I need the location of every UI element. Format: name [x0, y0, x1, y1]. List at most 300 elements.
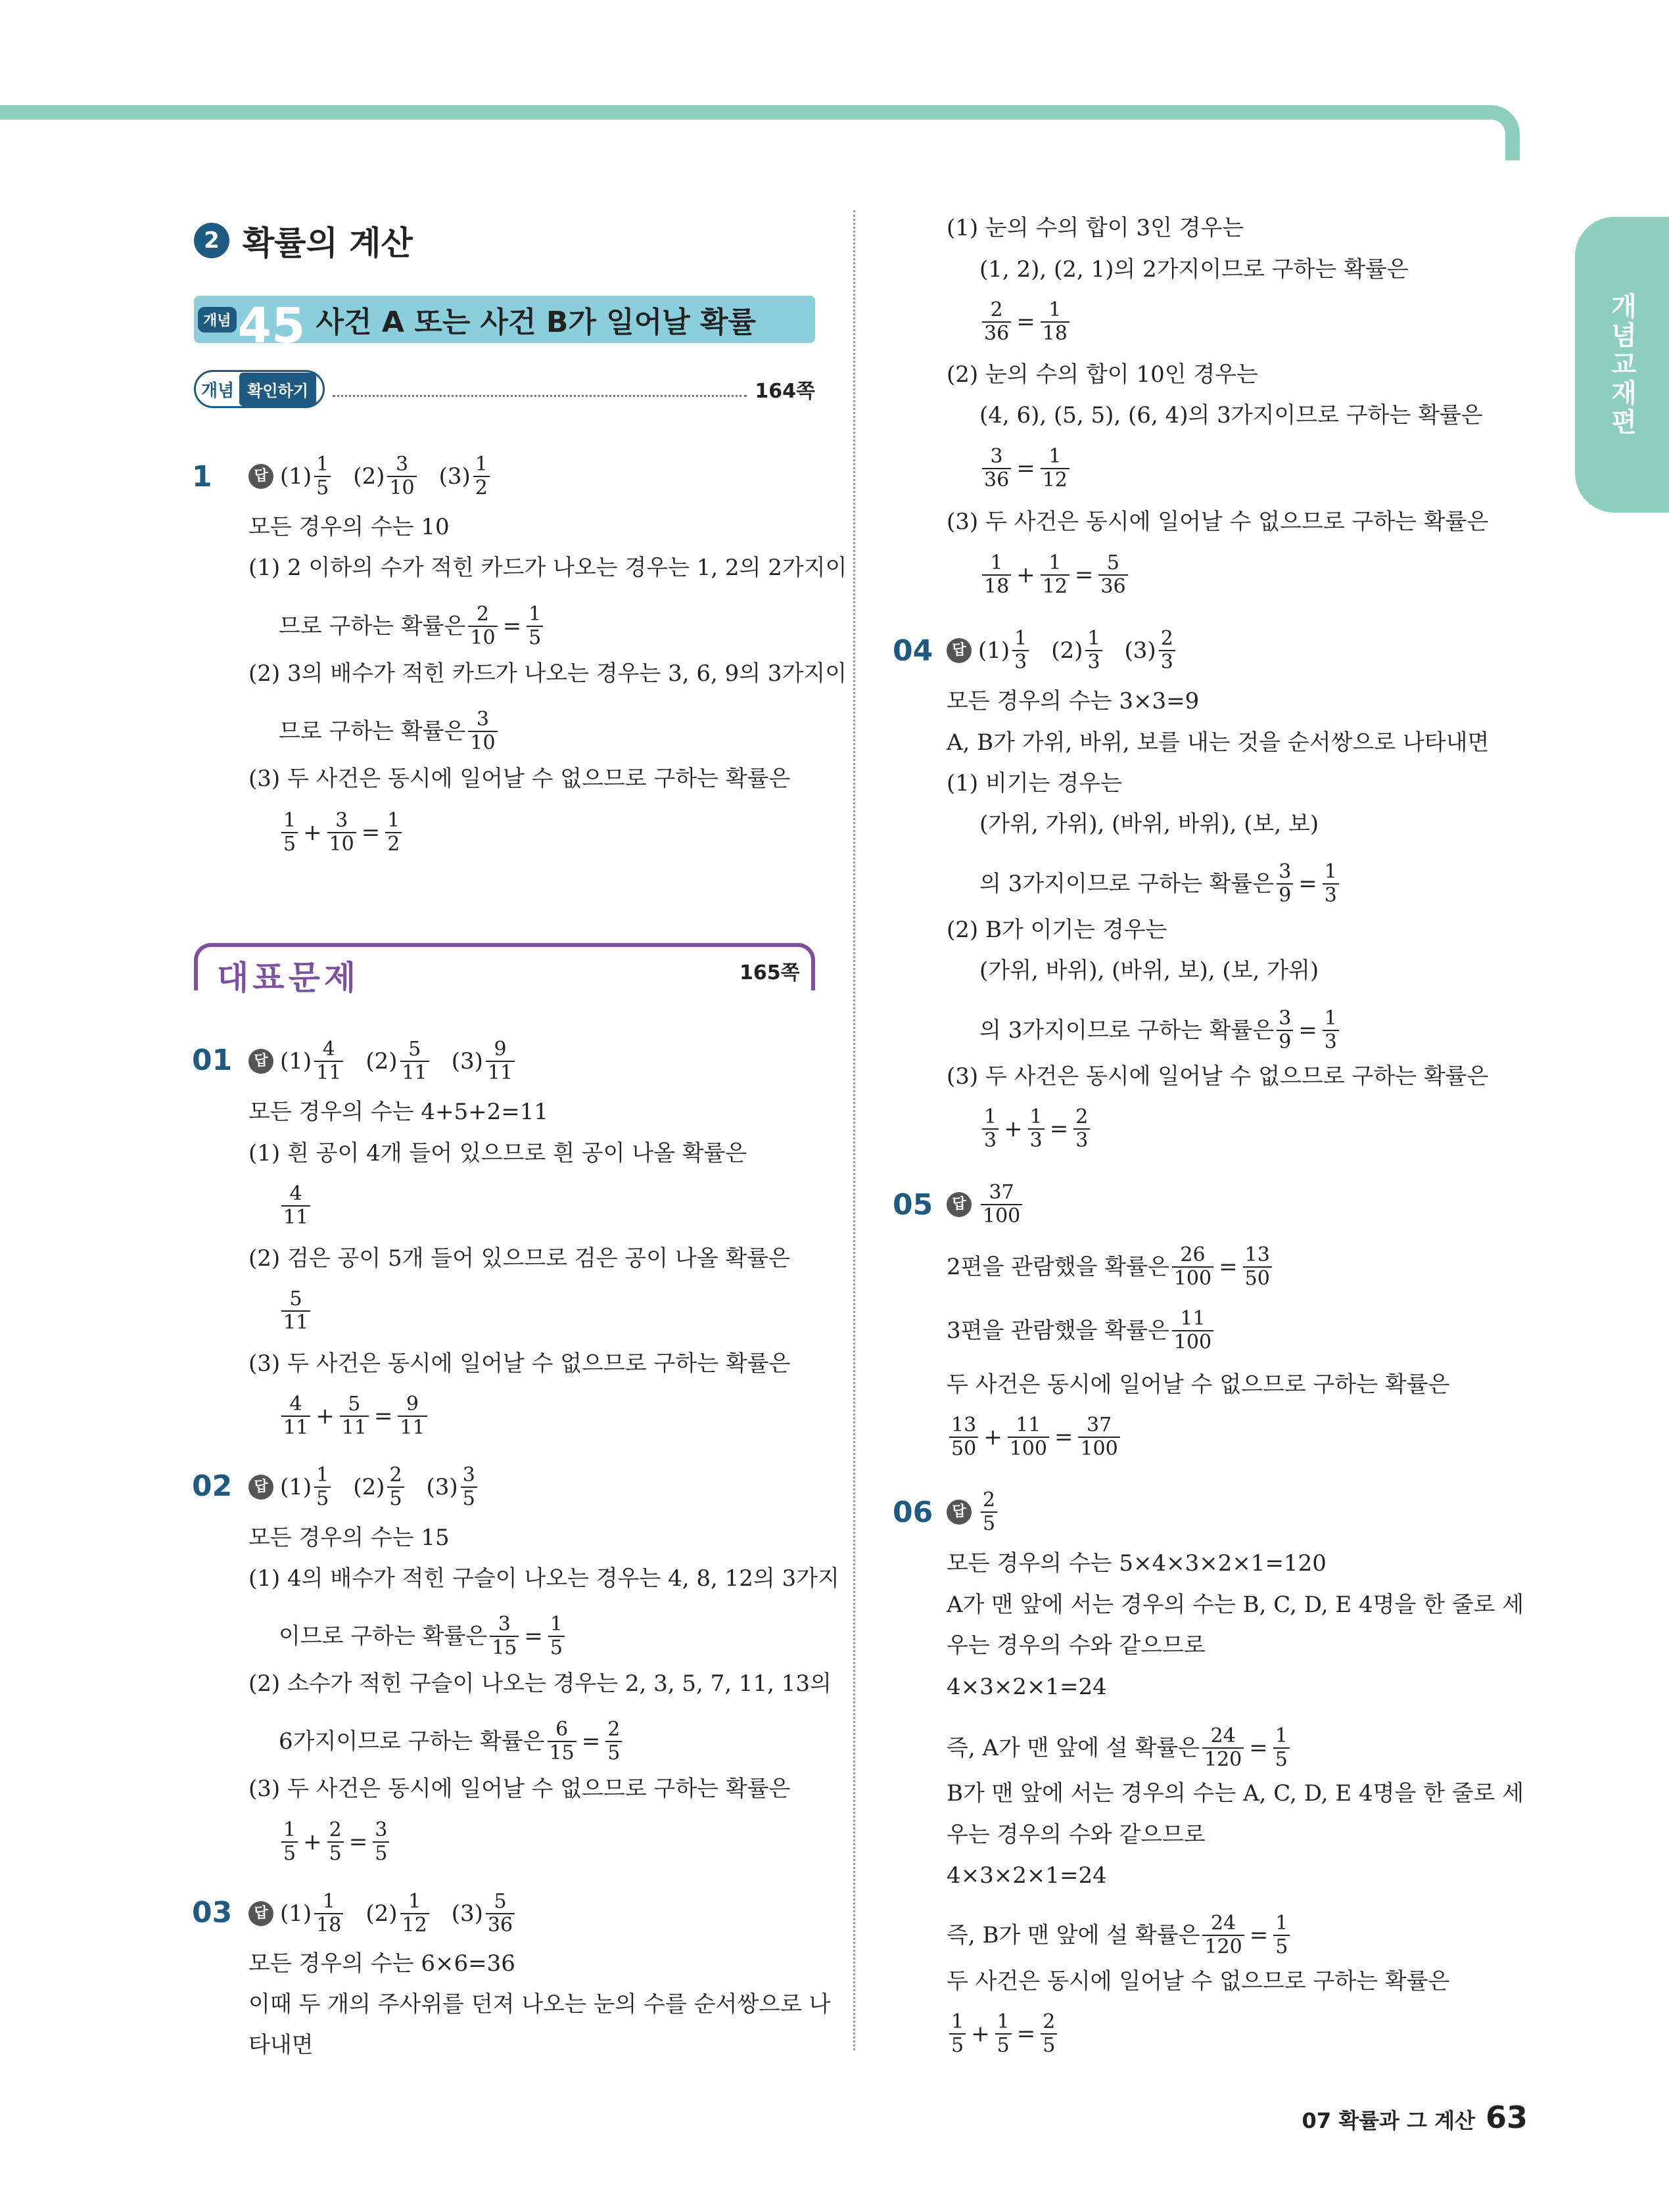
- fraction: [1078, 1414, 1119, 1460]
- fraction: [314, 1038, 343, 1084]
- fraction: [605, 1718, 622, 1764]
- fraction: [327, 1819, 344, 1865]
- numerator: 4: [322, 1038, 335, 1061]
- denominator: 11: [340, 1416, 369, 1439]
- answer-line: [248, 453, 492, 499]
- numerator: 9: [494, 1038, 507, 1061]
- answer-badge: 답: [947, 638, 972, 663]
- denominator: 3: [1323, 883, 1339, 907]
- denominator: 11: [281, 1205, 310, 1229]
- numerator: 1: [529, 603, 542, 626]
- denominator: 5: [1273, 1935, 1290, 1958]
- numerator: 4: [289, 1393, 302, 1416]
- answer-line: [947, 1489, 1000, 1535]
- text-line: (2) 검은 공이 5개 들어 있으므로 검은 공이 나올 확률은: [248, 1245, 790, 1272]
- question-number: 06: [893, 1496, 933, 1529]
- answer-part-label: (3): [451, 1048, 483, 1074]
- fraction: [281, 810, 298, 856]
- text-line: (1) 2 이하의 수가 적힌 카드가 나오는 경우는 1, 2의 2가지이: [248, 555, 847, 581]
- text-line: [979, 1007, 1342, 1053]
- answer-line: [248, 1464, 480, 1510]
- fraction: [400, 1891, 429, 1937]
- numerator: 5: [289, 1287, 302, 1310]
- numerator: 5: [408, 1038, 421, 1061]
- answer-badge: 답: [248, 1475, 273, 1500]
- numerator: 37: [1086, 1414, 1112, 1437]
- fraction: [527, 603, 543, 649]
- text-line: 우는 경우의 수와 같으므로: [947, 1632, 1206, 1659]
- fraction: [1159, 628, 1175, 674]
- page-number: 63: [1485, 2100, 1528, 2135]
- numerator: 3: [335, 809, 348, 832]
- fraction: [548, 1718, 576, 1764]
- denominator: 5: [387, 1486, 404, 1510]
- text: 의 3가지이므로 구하는 확률은: [979, 871, 1275, 897]
- numerator: 1: [550, 1613, 563, 1636]
- text-line: (2) 눈의 수의 합이 10인 경우는: [947, 361, 1258, 388]
- answer-line: [947, 628, 1178, 674]
- answer-part-label: (2): [1051, 637, 1083, 664]
- denominator: 5: [1273, 1747, 1290, 1771]
- question-number: 04: [893, 634, 933, 668]
- equation-line: [979, 299, 1072, 345]
- denominator: 2: [385, 832, 402, 856]
- denominator: 5: [461, 1486, 477, 1510]
- fraction: [340, 1393, 369, 1439]
- representative-page: 165쪽: [740, 961, 800, 984]
- operator: +: [1004, 1116, 1023, 1142]
- denominator: 50: [1243, 1266, 1272, 1290]
- text: 6가지이므로 구하는 확률은: [279, 1728, 545, 1755]
- operator: =: [348, 1829, 368, 1855]
- text-line: A, B가 가위, 바위, 보를 내는 것을 순서쌍으로 나타내면: [947, 729, 1490, 756]
- numerator: 1: [1048, 551, 1062, 574]
- numerator: 5: [494, 1890, 507, 1913]
- text-line: [279, 708, 500, 754]
- text-line: 모든 경우의 수는 4+5+2=11: [248, 1099, 548, 1125]
- numerator: 3: [462, 1463, 475, 1486]
- fraction: [1041, 2011, 1057, 2057]
- operator: =: [361, 819, 381, 846]
- denominator: 2: [473, 476, 490, 499]
- equation-line: [947, 2011, 1060, 2057]
- fraction: [281, 1819, 298, 1865]
- numerator: 2: [389, 1463, 402, 1486]
- equation-line: [279, 810, 404, 856]
- denominator: 120: [1202, 1747, 1244, 1771]
- operator: +: [316, 1403, 335, 1429]
- footer-chapter: 07 확률과 그 계산: [1302, 2108, 1475, 2133]
- denominator: 120: [1202, 1935, 1244, 1958]
- question-number: 01: [192, 1044, 233, 1077]
- numerator: 9: [406, 1393, 419, 1416]
- fraction: [281, 1288, 310, 1334]
- denominator: 5: [548, 1636, 565, 1659]
- fraction: [281, 1393, 310, 1439]
- denominator: 36: [982, 321, 1011, 345]
- answer-part-label: (2): [365, 1048, 398, 1074]
- answer-badge: 답: [248, 1049, 273, 1074]
- denominator: 3: [982, 1128, 999, 1152]
- check-badge-b: 확인하기: [239, 373, 316, 406]
- numerator: 1: [1087, 627, 1100, 650]
- numerator: 5: [348, 1393, 361, 1416]
- numerator: 2: [990, 298, 1003, 321]
- fraction: [982, 446, 1011, 492]
- denominator: 10: [468, 731, 497, 754]
- numerator: 2: [1043, 2010, 1056, 2033]
- denominator: 3: [1323, 1030, 1339, 1053]
- text-line: 모든 경우의 수는 10: [248, 514, 450, 540]
- text-line: 모든 경우의 수는 5×4×3×2×1=120: [947, 1550, 1327, 1577]
- numerator: 2: [1075, 1105, 1089, 1128]
- fraction: [981, 1489, 997, 1535]
- fraction: [1277, 861, 1293, 907]
- concept-number: 45: [237, 298, 306, 354]
- fraction: [461, 1464, 477, 1510]
- denominator: 11: [314, 1061, 343, 1084]
- denominator: 18: [982, 574, 1011, 598]
- fraction: [1041, 299, 1070, 345]
- fraction: [1323, 1007, 1339, 1053]
- fraction: [1202, 1912, 1244, 1958]
- concept-tag: 개념: [198, 307, 237, 333]
- denominator: 5: [949, 2033, 966, 2057]
- numerator: 1: [951, 2010, 964, 2033]
- operator: =: [1049, 1116, 1069, 1142]
- text-line: [947, 1912, 1292, 1958]
- operator: =: [1074, 562, 1094, 588]
- text: 이므로 구하는 확률은: [279, 1623, 488, 1649]
- text-line: (1) 4의 배수가 적힌 구슬이 나오는 경우는 4, 8, 12의 3가지: [248, 1565, 839, 1592]
- answer-part-label: (1): [280, 1901, 312, 1927]
- concept-title: 사건 A 또는 사건 B가 일어날 확률: [316, 306, 757, 339]
- denominator: 11: [281, 1416, 310, 1439]
- numerator: 1: [283, 809, 296, 832]
- fraction: [398, 1393, 427, 1439]
- numerator: 1: [984, 1105, 997, 1128]
- fraction: [1273, 1912, 1290, 1958]
- answer-part-label: (1): [280, 1048, 312, 1074]
- denominator: 11: [398, 1416, 427, 1439]
- denominator: 15: [548, 1741, 576, 1764]
- fraction: [473, 453, 490, 499]
- denominator: 5: [1041, 2033, 1057, 2057]
- text: 의 3가지이므로 구하는 확률은: [979, 1017, 1275, 1044]
- numerator: 1: [283, 1818, 296, 1841]
- numerator: 2: [1160, 627, 1173, 650]
- numerator: 1: [316, 1463, 329, 1486]
- fraction: [373, 1819, 389, 1865]
- fraction: [400, 1038, 429, 1084]
- numerator: 1: [475, 453, 488, 476]
- answer-badge: 답: [947, 1192, 972, 1217]
- numerator: 6: [555, 1718, 569, 1741]
- text-line: 4×3×2×1=24: [947, 1674, 1107, 1700]
- text-line: (1) 흰 공이 4개 들어 있으므로 흰 공이 나올 확률은: [248, 1140, 747, 1166]
- fraction: [1028, 1106, 1045, 1152]
- numerator: 11: [1180, 1307, 1206, 1330]
- check-page: 164쪽: [755, 380, 815, 403]
- denominator: 5: [995, 2033, 1012, 2057]
- fraction: [314, 1464, 331, 1510]
- text: 므로 구하는 확률은: [279, 718, 466, 745]
- operator: =: [1249, 1735, 1268, 1761]
- fraction: [1008, 1414, 1049, 1460]
- denominator: 5: [327, 1841, 344, 1865]
- answer-line: [947, 1182, 1025, 1228]
- text-line: (4, 6), (5, 5), (6, 4)의 3가지이므로 구하는 확률은: [979, 402, 1483, 428]
- operator: =: [1298, 871, 1317, 897]
- question-number: 02: [192, 1469, 233, 1503]
- text-line: (가위, 바위), (바위, 보), (보, 가위): [979, 957, 1319, 984]
- fraction: [1277, 1007, 1293, 1053]
- denominator: 18: [1041, 321, 1070, 345]
- fraction: [982, 552, 1011, 598]
- operator: =: [1219, 1254, 1238, 1280]
- numerator: 3: [990, 445, 1003, 468]
- numerator: 3: [476, 708, 490, 731]
- fraction: [982, 299, 1011, 345]
- numerator: 2: [329, 1818, 342, 1841]
- fraction: [281, 1183, 310, 1229]
- operator: =: [502, 613, 522, 639]
- text: 3편을 관람했을 확률은: [947, 1318, 1169, 1344]
- text-line: (1, 2), (2, 1)의 2가지이므로 구하는 확률은: [979, 256, 1409, 283]
- text-line: (2) 소수가 적힌 구슬이 나오는 경우는 2, 3, 5, 7, 11, 13의: [248, 1671, 832, 1697]
- text: 므로 구하는 확률은: [279, 613, 466, 639]
- text-line: [947, 1725, 1292, 1771]
- denominator: 100: [1008, 1437, 1049, 1460]
- denominator: 3: [1073, 1128, 1090, 1152]
- text-line: (3) 두 사건은 동시에 일어날 수 없으므로 구하는 확률은: [248, 1350, 791, 1377]
- denominator: 12: [400, 1913, 429, 1937]
- equation-line: [947, 1414, 1123, 1460]
- question-number: 03: [192, 1896, 233, 1929]
- text-line: (3) 두 사건은 동시에 일어날 수 없으므로 구하는 확률은: [947, 509, 1489, 535]
- answer-part-label: (1): [280, 463, 312, 490]
- denominator: 18: [314, 1913, 343, 1937]
- numerator: 1: [322, 1890, 335, 1913]
- fraction: [1085, 628, 1102, 674]
- fraction: [1243, 1244, 1272, 1290]
- text-line: (3) 두 사건은 동시에 일어날 수 없으므로 구하는 확률은: [248, 1776, 791, 1802]
- fraction: [385, 810, 402, 856]
- answer-part-label: (3): [1124, 637, 1156, 664]
- operator: =: [1249, 1922, 1269, 1948]
- numerator: 24: [1210, 1724, 1236, 1747]
- operator: =: [1016, 455, 1035, 482]
- section-title: [194, 217, 413, 264]
- numerator: 2: [476, 603, 490, 626]
- denominator: 5: [981, 1511, 997, 1535]
- numerator: 3: [395, 453, 409, 476]
- denominator: 100: [1172, 1330, 1213, 1354]
- check-row: [194, 369, 815, 409]
- denominator: 10: [468, 626, 497, 649]
- answer-badge: 답: [248, 464, 273, 489]
- operator: +: [303, 1829, 322, 1855]
- numerator: 1: [1275, 1724, 1288, 1747]
- check-badge: [194, 370, 325, 408]
- denominator: 12: [1041, 468, 1070, 492]
- text-line: [947, 1308, 1216, 1354]
- text-line: [279, 603, 546, 649]
- numerator: 1: [1324, 1007, 1337, 1030]
- operator: =: [373, 1403, 393, 1429]
- text-line: [947, 1244, 1275, 1290]
- text-line: 4×3×2×1=24: [947, 1862, 1107, 1889]
- answer-part-label: (1): [978, 637, 1010, 664]
- equation-line: [979, 1106, 1093, 1152]
- numerator: 1: [1048, 298, 1062, 321]
- equation-line: [279, 1393, 430, 1439]
- numerator: 3: [1279, 860, 1292, 883]
- text-line: (가위, 가위), (바위, 바위), (보, 보): [979, 811, 1319, 837]
- fraction: [1172, 1244, 1213, 1290]
- numerator: 1: [1014, 627, 1027, 650]
- text-line: [979, 861, 1342, 907]
- denominator: 3: [1028, 1128, 1045, 1152]
- denominator: 10: [387, 476, 416, 499]
- denominator: 3: [1012, 650, 1029, 674]
- answer-part-label: (3): [451, 1901, 483, 1927]
- numerator: 3: [375, 1818, 388, 1841]
- denominator: 9: [1277, 1030, 1293, 1053]
- check-badge-a: 개념: [201, 380, 235, 401]
- equation-line: [979, 552, 1131, 598]
- equation-line: [279, 1183, 313, 1229]
- answer-badge: 답: [248, 1901, 273, 1926]
- denominator: 10: [327, 832, 356, 856]
- text-line: 우는 경우의 수와 같으므로: [947, 1822, 1206, 1848]
- text-line: 타내면: [248, 2032, 314, 2058]
- text-line: (2) 3의 배수가 적힌 카드가 나오는 경우는 3, 6, 9의 3가지이: [248, 660, 847, 687]
- text-line: 모든 경우의 수는 15: [248, 1525, 450, 1551]
- text-line: A가 맨 앞에 서는 경우의 수는 B, C, D, E 4명을 한 줄로 세: [947, 1592, 1524, 1618]
- numerator: 1: [316, 453, 329, 476]
- fraction: [327, 810, 356, 856]
- fraction: [387, 453, 416, 499]
- text-line: 이때 두 개의 주사위를 던져 나오는 눈의 수를 순서쌍으로 나: [248, 1991, 831, 2017]
- text-line: [279, 1718, 624, 1764]
- fraction: [1073, 1106, 1090, 1152]
- fraction: [1172, 1308, 1213, 1354]
- fraction: [1202, 1725, 1244, 1771]
- equation-line: [979, 446, 1072, 492]
- answer-part-label: (2): [353, 463, 385, 490]
- answer-badge: 답: [947, 1500, 972, 1525]
- fraction: [387, 1464, 404, 1510]
- text-line: B가 맨 앞에 서는 경우의 수는 A, C, D, E 4명을 한 줄로 세: [947, 1780, 1524, 1807]
- denominator: 36: [982, 468, 1011, 492]
- numerator: 1: [408, 1890, 421, 1913]
- denominator: 100: [1172, 1266, 1213, 1290]
- numerator: 3: [1279, 1007, 1292, 1030]
- text: 즉, B가 맨 앞에 설 확률은: [947, 1922, 1200, 1948]
- fraction: [490, 1613, 519, 1659]
- column-divider: [853, 210, 855, 2050]
- answer-part-label: (3): [438, 463, 471, 490]
- operator: =: [581, 1728, 601, 1755]
- side-tab: 개념교재편: [1575, 217, 1669, 513]
- equation-line: [279, 1288, 313, 1334]
- operator: =: [1016, 2021, 1036, 2047]
- answer-line: [248, 1891, 517, 1937]
- denominator: 36: [1098, 574, 1127, 598]
- denominator: 5: [314, 476, 331, 499]
- text: 2편을 관람했을 확률은: [947, 1254, 1169, 1280]
- fraction: [1273, 1725, 1290, 1771]
- leader-dots: [333, 395, 747, 397]
- denominator: 36: [486, 1913, 515, 1937]
- fraction: [995, 2011, 1012, 2057]
- operator: =: [1016, 309, 1035, 335]
- numerator: 1: [1275, 1912, 1288, 1935]
- operator: +: [1016, 562, 1035, 588]
- denominator: 50: [949, 1437, 978, 1460]
- fraction: [949, 2011, 966, 2057]
- fraction: [949, 1414, 978, 1460]
- text-line: (3) 두 사건은 동시에 일어날 수 없으므로 구하는 확률은: [248, 766, 791, 792]
- text-line: 모든 경우의 수는 6×6=36: [248, 1950, 515, 1977]
- section-title-text: 확률의 계산: [243, 224, 413, 262]
- fraction: [1041, 552, 1070, 598]
- operator: =: [1054, 1424, 1073, 1450]
- text-line: (2) B가 이기는 경우는: [947, 917, 1167, 943]
- numerator: 11: [1016, 1414, 1041, 1437]
- fraction: [982, 1106, 999, 1152]
- fraction: [981, 1182, 1022, 1228]
- denominator: 15: [490, 1636, 519, 1659]
- denominator: 11: [281, 1310, 310, 1334]
- operator: +: [983, 1424, 1002, 1450]
- denominator: 3: [1085, 650, 1102, 674]
- fraction: [548, 1613, 565, 1659]
- text-line: 두 사건은 동시에 일어날 수 없으므로 구하는 확률은: [947, 1371, 1450, 1398]
- numerator: 24: [1210, 1912, 1236, 1935]
- fraction: [468, 708, 497, 754]
- fraction: [1323, 861, 1339, 907]
- operator: =: [524, 1623, 543, 1649]
- numerator: 2: [607, 1718, 621, 1741]
- text-line: (3) 두 사건은 동시에 일어날 수 없으므로 구하는 확률은: [947, 1063, 1489, 1090]
- numerator: 1: [990, 551, 1003, 574]
- top-accent-bar: [0, 105, 1505, 120]
- numerator: 13: [951, 1414, 977, 1437]
- denominator: 100: [981, 1204, 1022, 1228]
- numerator: 1: [387, 809, 400, 832]
- numerator: 1: [1324, 860, 1337, 883]
- text-line: (1) 비기는 경우는: [947, 770, 1122, 796]
- denominator: 3: [1159, 650, 1175, 674]
- fraction: [314, 1891, 343, 1937]
- fraction: [314, 453, 331, 499]
- denominator: 5: [605, 1741, 622, 1764]
- top-accent-bar-end: [1491, 105, 1520, 160]
- text: 즉, A가 맨 앞에 설 확률은: [947, 1735, 1200, 1761]
- fraction: [486, 1891, 515, 1937]
- text-line: [279, 1613, 567, 1659]
- text-line: (1) 눈의 수의 합이 3인 경우는: [947, 215, 1244, 241]
- numerator: 13: [1244, 1243, 1270, 1266]
- page-footer: [1302, 2100, 1528, 2135]
- representative-title: 대표문제: [217, 959, 360, 997]
- numerator: 1: [1048, 445, 1062, 468]
- section-number: 2: [194, 223, 229, 258]
- fraction: [1041, 446, 1070, 492]
- numerator: 4: [289, 1182, 302, 1205]
